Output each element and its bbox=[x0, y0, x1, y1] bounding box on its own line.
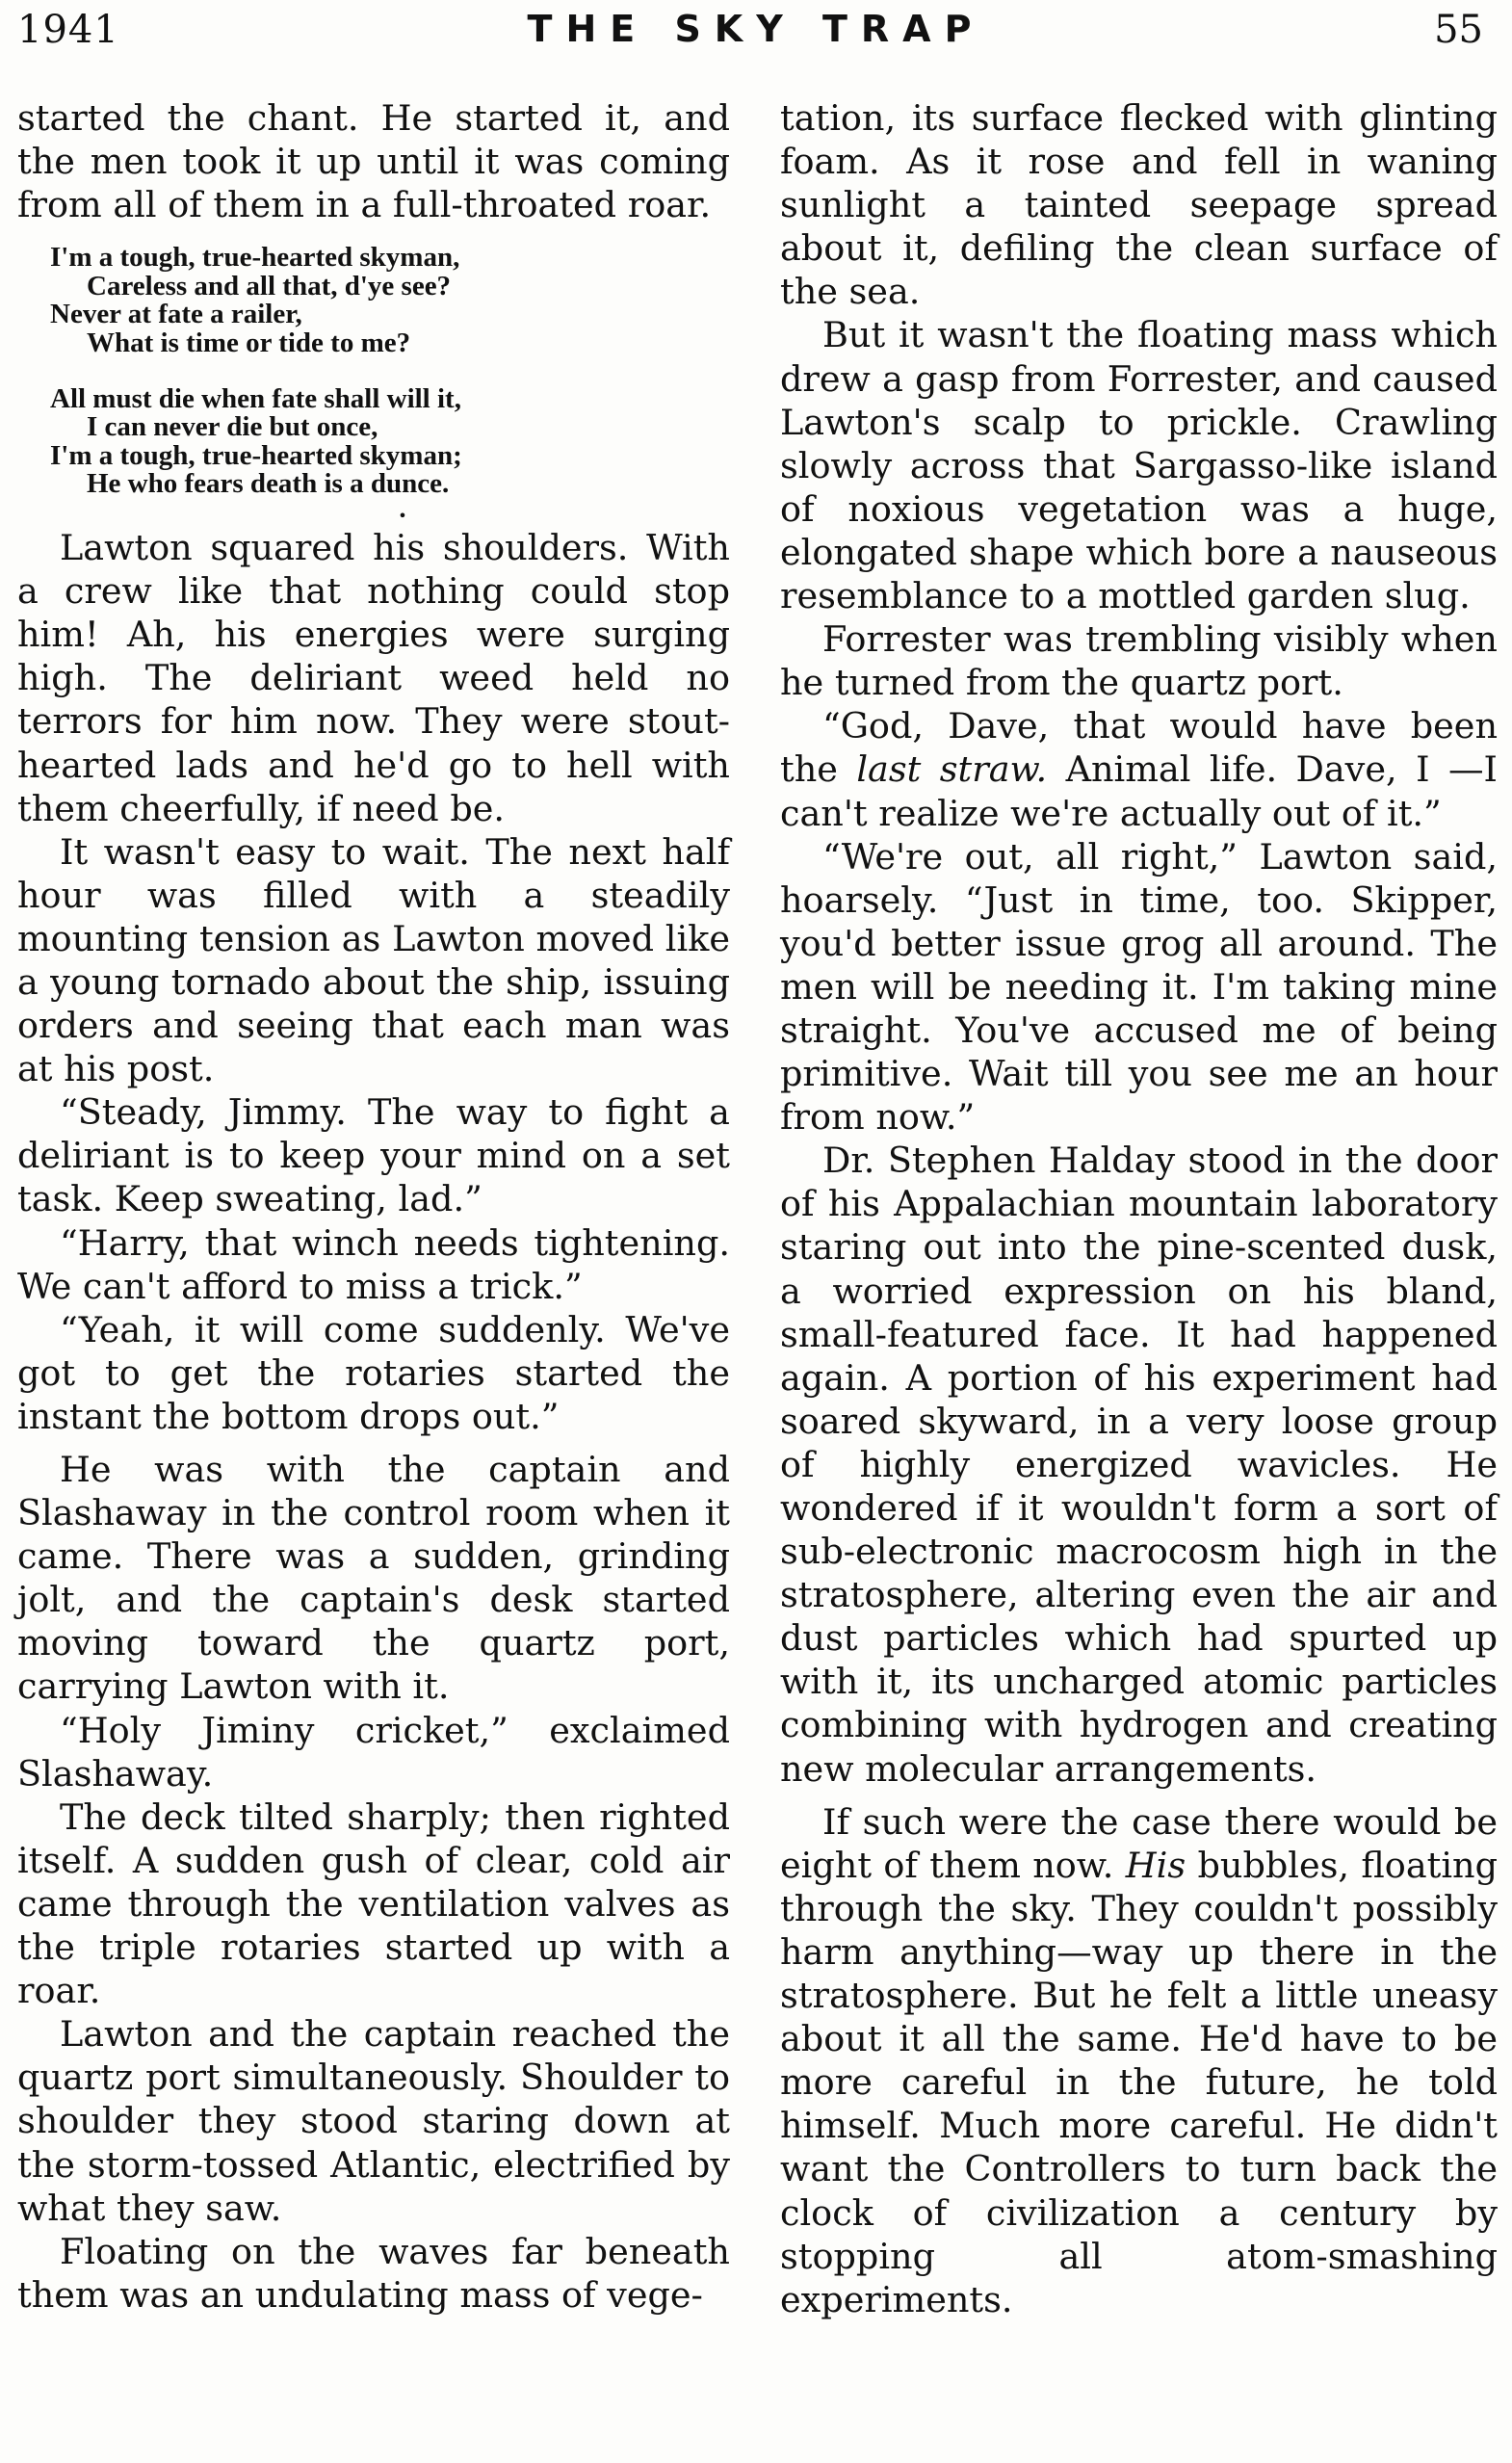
paragraph: “Steady, Jimmy. The way to fight a deliriant is to keep your mind on a set task. Keep sweating, lad.” bbox=[17, 1091, 730, 1220]
emphasis-text: His bbox=[1125, 1844, 1186, 1886]
verse-line: Careless and all that, d'ye see? bbox=[87, 270, 452, 301]
paragraph: “Holy Jiminy cricket,” exclaimed Slashaway. bbox=[17, 1709, 730, 1795]
verse-line: Never at fate a railer, bbox=[50, 299, 302, 330]
left-column bbox=[17, 96, 730, 2317]
text-span: Animal life. Dave, I —I can't realize we're actually out of it.” bbox=[780, 748, 1498, 834]
paragraph: Dr. Stephen Halday stood in the door of his Appalachian mountain laboratory staring out into the pine-scented dusk, a worried expression on his bland, small-featured face. It had happened again. A portion of his experiment had soared skyward, in a very loose group of highly energized wavicles. He wondered if it wouldn't form a sort of sub-electronic macrocosm high in the stratosphere, altering even the air and dust particles which had spurted up with it, its uncharged atomic particles combining with hydrogen and creating new molecular arrangements. bbox=[780, 1140, 1498, 1790]
verse-line: I can never die but once, bbox=[87, 411, 378, 443]
paragraph: started the chant. He started it, and the men took it up until it was coming from all of them in a full-throated roar. bbox=[17, 97, 730, 226]
text-span: bubbles, floating through the sky. They couldn't possibly harm anything—way up there in the stratosphere. But he felt a little uneasy about it all the same. He'd have to be more careful in the future, he told himself. Much more careful. He didn't want the Controllers to turn back the clock of civilization a century by stopping all atom-smashing experiments. bbox=[780, 1844, 1498, 2320]
paragraph: He was with the captain and Slashaway in the control room when it came. There was a sudden, grinding jolt, and the captain's desk started moving toward the quartz port, carrying Lawton with it. bbox=[17, 1449, 730, 1708]
paragraph: tation, its surface flecked with glinting foam. As it rose and fell in waning sunlight a tainted seepage spread about it, defiling the clean surface of the sea. bbox=[780, 97, 1498, 313]
verse-stanza-2 bbox=[50, 382, 730, 500]
paragraph: But it wasn't the floating mass which drew a gasp from Forrester, and caused Lawton's scalp to prickle. Crawling slowly across that Sargasso-like island of noxious vegetation was a huge, elongated shape which bore a nauseous resemblance to a mottled garden slug. bbox=[780, 314, 1498, 617]
paragraph: Lawton and the captain reached the quartz port simultaneously. Shoulder to shoulder they stood staring down at the storm-tossed Atlantic, electrified by what they saw. bbox=[17, 2013, 730, 2229]
page-header bbox=[0, 8, 1512, 66]
paragraph bbox=[780, 1800, 1498, 2321]
paragraph: Floating on the waves far beneath them was an undulating mass of vege- bbox=[17, 2230, 730, 2316]
text-span: If such were the case there would be eight of them now. bbox=[780, 1800, 1498, 1886]
paragraph bbox=[780, 704, 1498, 834]
separator-dot: • bbox=[398, 507, 407, 526]
verse-line: I'm a tough, true-hearted skyman; bbox=[50, 439, 462, 471]
issue-year: 1941 bbox=[17, 8, 119, 52]
verse-line: I'm a tough, true-hearted skyman, bbox=[50, 242, 460, 274]
story-title: THE SKY TRAP bbox=[527, 8, 985, 50]
paragraph: “Yeah, it will come suddenly. We've got to get the rotaries started the instant the bottom drops out.” bbox=[17, 1308, 730, 1437]
paragraph: It wasn't easy to wait. The next half hour was filled with a steadily mounting tension as Lawton moved like a young tornado about the ship, issuing orders and seeing that each man was at his post. bbox=[17, 830, 730, 1090]
paragraph: Lawton squared his shoulders. With a crew like that nothing could stop him! Ah, his energies were surging high. The deliriant weed held no terrors for him now. They were stout-hearted lads and he'd go to hell with them cheerfully, if need be. bbox=[17, 527, 730, 829]
paragraph: “Harry, that winch needs tightening. We can't afford to miss a trick.” bbox=[17, 1221, 730, 1307]
emphasis-text: last straw. bbox=[856, 748, 1048, 791]
text-span: “God, Dave, that would have been the bbox=[780, 705, 1498, 791]
paragraph: Forrester was trembling visibly when he turned from the quartz port. bbox=[780, 618, 1498, 704]
right-column bbox=[780, 96, 1498, 2321]
page-number: 55 bbox=[1434, 8, 1483, 52]
paragraph: The deck tilted sharply; then righted itself. A sudden gush of clear, cold air came through the ventilation valves as the triple rotaries started up with a roar. bbox=[17, 1795, 730, 2012]
verse-line: He who fears death is a dunce. bbox=[87, 468, 450, 500]
verse-stanza-1 bbox=[50, 244, 730, 357]
verse-line: What is time or tide to me? bbox=[87, 328, 411, 359]
verse-line: All must die when fate shall will it, bbox=[50, 382, 461, 414]
paragraph: “We're out, all right,” Lawton said, hoarsely. “Just in time, too. Skipper, you'd better issue grog all around. The men will be needing it. I'm taking mine straight. You've accused me of being primitive. Wait till you see me an hour from now.” bbox=[780, 835, 1498, 1139]
